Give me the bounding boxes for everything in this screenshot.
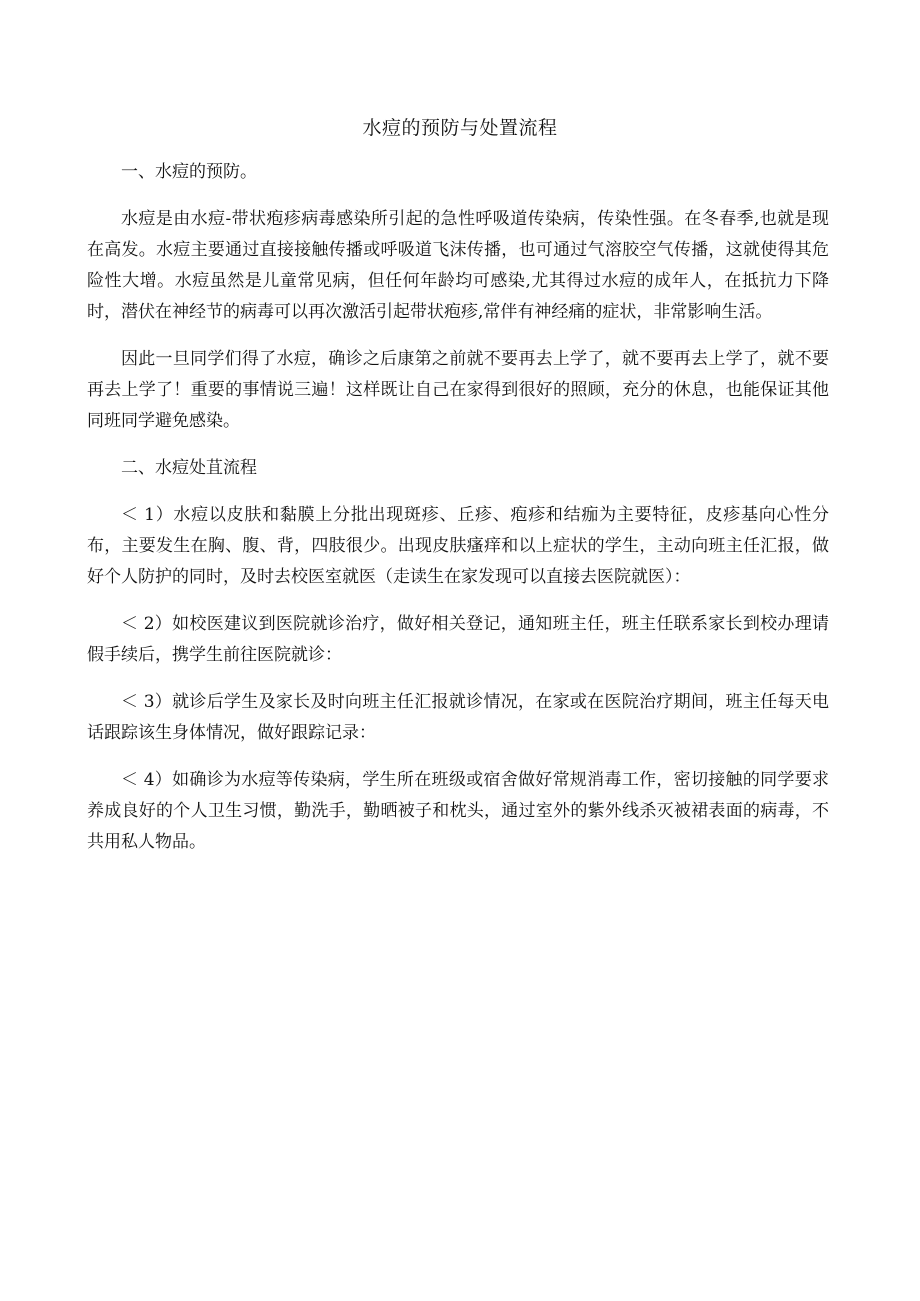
procedure-step-1: ＜ 1）水痘以皮肤和黏膜上分批出现斑疹、丘疹、疱疹和结痂为主要特征，皮疹基向心性分布，主要发生在胸、腹、背，四肢很少。出现皮肤瘙痒和以上症状的学生，主动向班主任汇报，做好个人防护的同时，及时去校医室就医（走读生在家发现可以直接去医院就医）：: [87, 505, 829, 587]
document-title: 水痘的预防与处置流程: [362, 117, 558, 139]
section-heading-prevention: 一、水痘的预防。: [121, 162, 257, 182]
procedure-step-3: ＜ 3）就诊后学生及家长及时向班主任汇报就诊情况，在家或在医院治疗期间，班主任每天电话跟踪该生身体情况，做好跟踪记录：: [87, 692, 829, 743]
procedure-step-4: ＜ 4）如确诊为水痘等传染病，学生所在班级或宿舍做好常规消毒工作，密切接触的同学要求养成良好的个人卫生习惯，勤洗手，勤晒被子和枕头，通过室外的紫外线杀灭被裙表面的病毒，不共用私人物品。: [87, 770, 829, 852]
paragraph-stay-home-advice: 因此一旦同学们得了水痘，确诊之后康第之前就不要再去上学了，就不要再去上学了，就不要再去上学了！重要的事情说三遍！这样既让自己在家得到很好的照顾，充分的休息，也能保证其他同班同学避免感染。: [87, 349, 829, 431]
procedure-step-2: ＜ 2）如校医建议到医院就诊治疗，做好相关登记，通知班主任，班主任联系家长到校办理请假手续后，携学生前往医院就诊：: [87, 614, 829, 665]
document-body: [87, 157, 829, 874]
paragraph-varicella-description: 水痘是由水痘-带状疱疹病毒感染所引起的急性呼吸道传染病，传染性强。在冬春季,也就是现在高发。水痘主要通过直接接触传播或呼吸道飞沫传播，也可通过气溶胶空气传播，这就使得其危险性大增。水痘虽然是儿童常见病，但任何年龄均可感染,尤其得过水痘的成年人，在抵抗力下降时，潜伏在神经节的病毒可以再次激活引起带状疱疹,常伴有神经痛的症状，非常影响生活。: [87, 209, 829, 322]
section-heading-procedure: 二、水痘处苴流程: [121, 458, 257, 478]
